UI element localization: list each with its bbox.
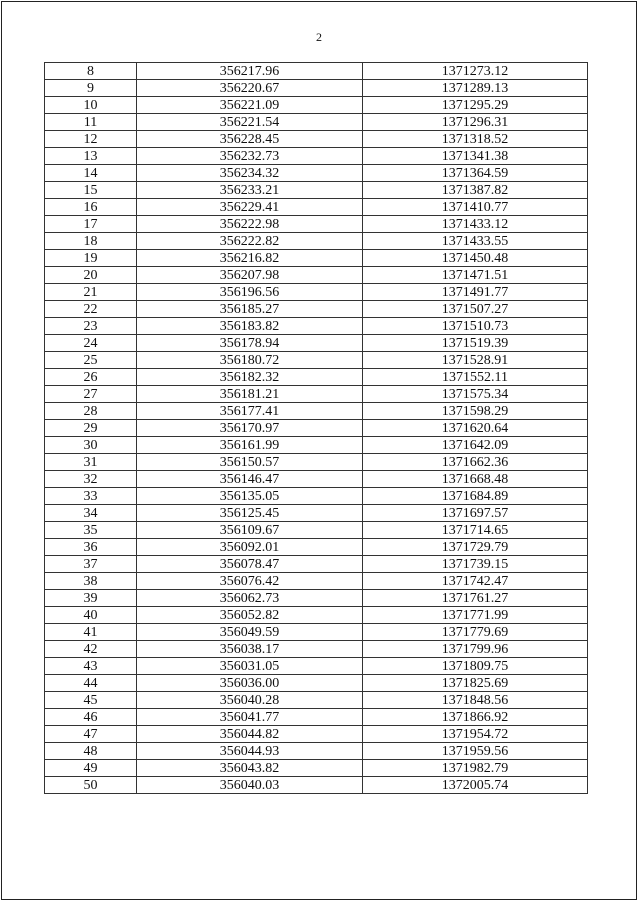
x-coordinate-cell: 356220.67 [137,80,363,97]
y-coordinate-cell: 1371273.12 [363,63,588,80]
point-number-cell: 11 [45,114,137,131]
y-coordinate-cell: 1371684.89 [363,488,588,505]
table-row [45,641,588,658]
x-coordinate-cell: 356221.54 [137,114,363,131]
x-coordinate-cell: 356216.82 [137,250,363,267]
table-row [45,471,588,488]
y-coordinate-cell: 1371364.59 [363,165,588,182]
point-number-cell: 39 [45,590,137,607]
x-coordinate-cell: 356170.97 [137,420,363,437]
point-number-cell: 44 [45,675,137,692]
x-coordinate-cell: 356180.72 [137,352,363,369]
x-coordinate-cell: 356222.98 [137,216,363,233]
x-coordinate-cell: 356052.82 [137,607,363,624]
y-coordinate-cell: 1371528.91 [363,352,588,369]
y-coordinate-cell: 1371662.36 [363,454,588,471]
y-coordinate-cell: 1371825.69 [363,675,588,692]
x-coordinate-cell: 356185.27 [137,301,363,318]
table-row [45,675,588,692]
point-number-cell: 34 [45,505,137,522]
table-row [45,63,588,80]
y-coordinate-cell: 1371739.15 [363,556,588,573]
x-coordinate-cell: 356182.32 [137,369,363,386]
y-coordinate-cell: 1371450.48 [363,250,588,267]
x-coordinate-cell: 356177.41 [137,403,363,420]
table-row [45,607,588,624]
y-coordinate-cell: 1371848.56 [363,692,588,709]
y-coordinate-cell: 1371552.11 [363,369,588,386]
y-coordinate-cell: 1371410.77 [363,199,588,216]
x-coordinate-cell: 356078.47 [137,556,363,573]
point-number-cell: 28 [45,403,137,420]
x-coordinate-cell: 356161.99 [137,437,363,454]
x-coordinate-cell: 356196.56 [137,284,363,301]
point-number-cell: 29 [45,420,137,437]
table-row [45,318,588,335]
point-number-cell: 32 [45,471,137,488]
table-row [45,301,588,318]
table-row [45,165,588,182]
x-coordinate-cell: 356092.01 [137,539,363,556]
table-row [45,726,588,743]
x-coordinate-cell: 356031.05 [137,658,363,675]
y-coordinate-cell: 1371697.57 [363,505,588,522]
x-coordinate-cell: 356146.47 [137,471,363,488]
y-coordinate-cell: 1371642.09 [363,437,588,454]
y-coordinate-cell: 1371779.69 [363,624,588,641]
x-coordinate-cell: 356062.73 [137,590,363,607]
point-number-cell: 49 [45,760,137,777]
x-coordinate-cell: 356150.57 [137,454,363,471]
x-coordinate-cell: 356038.17 [137,641,363,658]
y-coordinate-cell: 1371296.31 [363,114,588,131]
y-coordinate-cell: 1371866.92 [363,709,588,726]
point-number-cell: 12 [45,131,137,148]
y-coordinate-cell: 1371761.27 [363,590,588,607]
point-number-cell: 17 [45,216,137,233]
x-coordinate-cell: 356109.67 [137,522,363,539]
table-row [45,114,588,131]
y-coordinate-cell: 1371742.47 [363,573,588,590]
point-number-cell: 22 [45,301,137,318]
point-number-cell: 15 [45,182,137,199]
point-number-cell: 18 [45,233,137,250]
x-coordinate-cell: 356233.21 [137,182,363,199]
table-row [45,624,588,641]
y-coordinate-cell: 1371507.27 [363,301,588,318]
point-number-cell: 23 [45,318,137,335]
y-coordinate-cell: 1371519.39 [363,335,588,352]
y-coordinate-cell: 1371729.79 [363,539,588,556]
point-number-cell: 48 [45,743,137,760]
point-number-cell: 38 [45,573,137,590]
point-number-cell: 27 [45,386,137,403]
point-number-cell: 37 [45,556,137,573]
table-row [45,386,588,403]
table-row [45,420,588,437]
table-row [45,590,588,607]
table-row [45,403,588,420]
table-row [45,556,588,573]
point-number-cell: 24 [45,335,137,352]
table-row [45,284,588,301]
table-row [45,709,588,726]
x-coordinate-cell: 356228.45 [137,131,363,148]
y-coordinate-cell: 1371471.51 [363,267,588,284]
table-row [45,335,588,352]
document-page [1,1,637,900]
y-coordinate-cell: 1371433.55 [363,233,588,250]
y-coordinate-cell: 1371295.29 [363,97,588,114]
y-coordinate-cell: 1371289.13 [363,80,588,97]
y-coordinate-cell: 1371714.65 [363,522,588,539]
point-number-cell: 42 [45,641,137,658]
point-number-cell: 36 [45,539,137,556]
point-number-cell: 33 [45,488,137,505]
y-coordinate-cell: 1371341.38 [363,148,588,165]
point-number-cell: 47 [45,726,137,743]
x-coordinate-cell: 356178.94 [137,335,363,352]
x-coordinate-cell: 356183.82 [137,318,363,335]
table-row [45,148,588,165]
table-row [45,454,588,471]
table-row [45,488,588,505]
table-row [45,216,588,233]
coordinates-table [44,62,588,794]
x-coordinate-cell: 356125.45 [137,505,363,522]
point-number-cell: 35 [45,522,137,539]
point-number-cell: 16 [45,199,137,216]
table-row [45,505,588,522]
point-number-cell: 25 [45,352,137,369]
y-coordinate-cell: 1371959.56 [363,743,588,760]
x-coordinate-cell: 356229.41 [137,199,363,216]
point-number-cell: 46 [45,709,137,726]
table-row [45,522,588,539]
x-coordinate-cell: 356135.05 [137,488,363,505]
point-number-cell: 8 [45,63,137,80]
y-coordinate-cell: 1371954.72 [363,726,588,743]
y-coordinate-cell: 1371387.82 [363,182,588,199]
table-row [45,352,588,369]
x-coordinate-cell: 356234.32 [137,165,363,182]
table-row [45,539,588,556]
x-coordinate-cell: 356221.09 [137,97,363,114]
point-number-cell: 50 [45,777,137,794]
page-number: 2 [316,30,322,44]
table-row [45,267,588,284]
table-row [45,131,588,148]
x-coordinate-cell: 356040.28 [137,692,363,709]
x-coordinate-cell: 356181.21 [137,386,363,403]
point-number-cell: 30 [45,437,137,454]
point-number-cell: 43 [45,658,137,675]
table-row [45,437,588,454]
point-number-cell: 41 [45,624,137,641]
table-row [45,233,588,250]
y-coordinate-cell: 1371668.48 [363,471,588,488]
point-number-cell: 9 [45,80,137,97]
y-coordinate-cell: 1371620.64 [363,420,588,437]
point-number-cell: 10 [45,97,137,114]
x-coordinate-cell: 356044.82 [137,726,363,743]
table-row [45,760,588,777]
x-coordinate-cell: 356049.59 [137,624,363,641]
y-coordinate-cell: 1371510.73 [363,318,588,335]
table-row [45,199,588,216]
y-coordinate-cell: 1371318.52 [363,131,588,148]
coordinates-table-body [45,63,588,794]
table-row [45,658,588,675]
point-number-cell: 13 [45,148,137,165]
table-row [45,80,588,97]
table-row [45,97,588,114]
table-row [45,182,588,199]
x-coordinate-cell: 356044.93 [137,743,363,760]
table-row [45,250,588,267]
x-coordinate-cell: 356043.82 [137,760,363,777]
table-row [45,743,588,760]
x-coordinate-cell: 356036.00 [137,675,363,692]
point-number-cell: 45 [45,692,137,709]
x-coordinate-cell: 356207.98 [137,267,363,284]
point-number-cell: 31 [45,454,137,471]
y-coordinate-cell: 1371433.12 [363,216,588,233]
x-coordinate-cell: 356222.82 [137,233,363,250]
y-coordinate-cell: 1371598.29 [363,403,588,420]
point-number-cell: 40 [45,607,137,624]
table-row [45,777,588,794]
y-coordinate-cell: 1371575.34 [363,386,588,403]
y-coordinate-cell: 1371491.77 [363,284,588,301]
point-number-cell: 14 [45,165,137,182]
x-coordinate-cell: 356232.73 [137,148,363,165]
table-row [45,692,588,709]
point-number-cell: 26 [45,369,137,386]
y-coordinate-cell: 1371771.99 [363,607,588,624]
x-coordinate-cell: 356040.03 [137,777,363,794]
x-coordinate-cell: 356076.42 [137,573,363,590]
x-coordinate-cell: 356041.77 [137,709,363,726]
table-row [45,573,588,590]
y-coordinate-cell: 1371799.96 [363,641,588,658]
point-number-cell: 21 [45,284,137,301]
table-row [45,369,588,386]
point-number-cell: 19 [45,250,137,267]
y-coordinate-cell: 1371982.79 [363,760,588,777]
point-number-cell: 20 [45,267,137,284]
x-coordinate-cell: 356217.96 [137,63,363,80]
y-coordinate-cell: 1372005.74 [363,777,588,794]
y-coordinate-cell: 1371809.75 [363,658,588,675]
